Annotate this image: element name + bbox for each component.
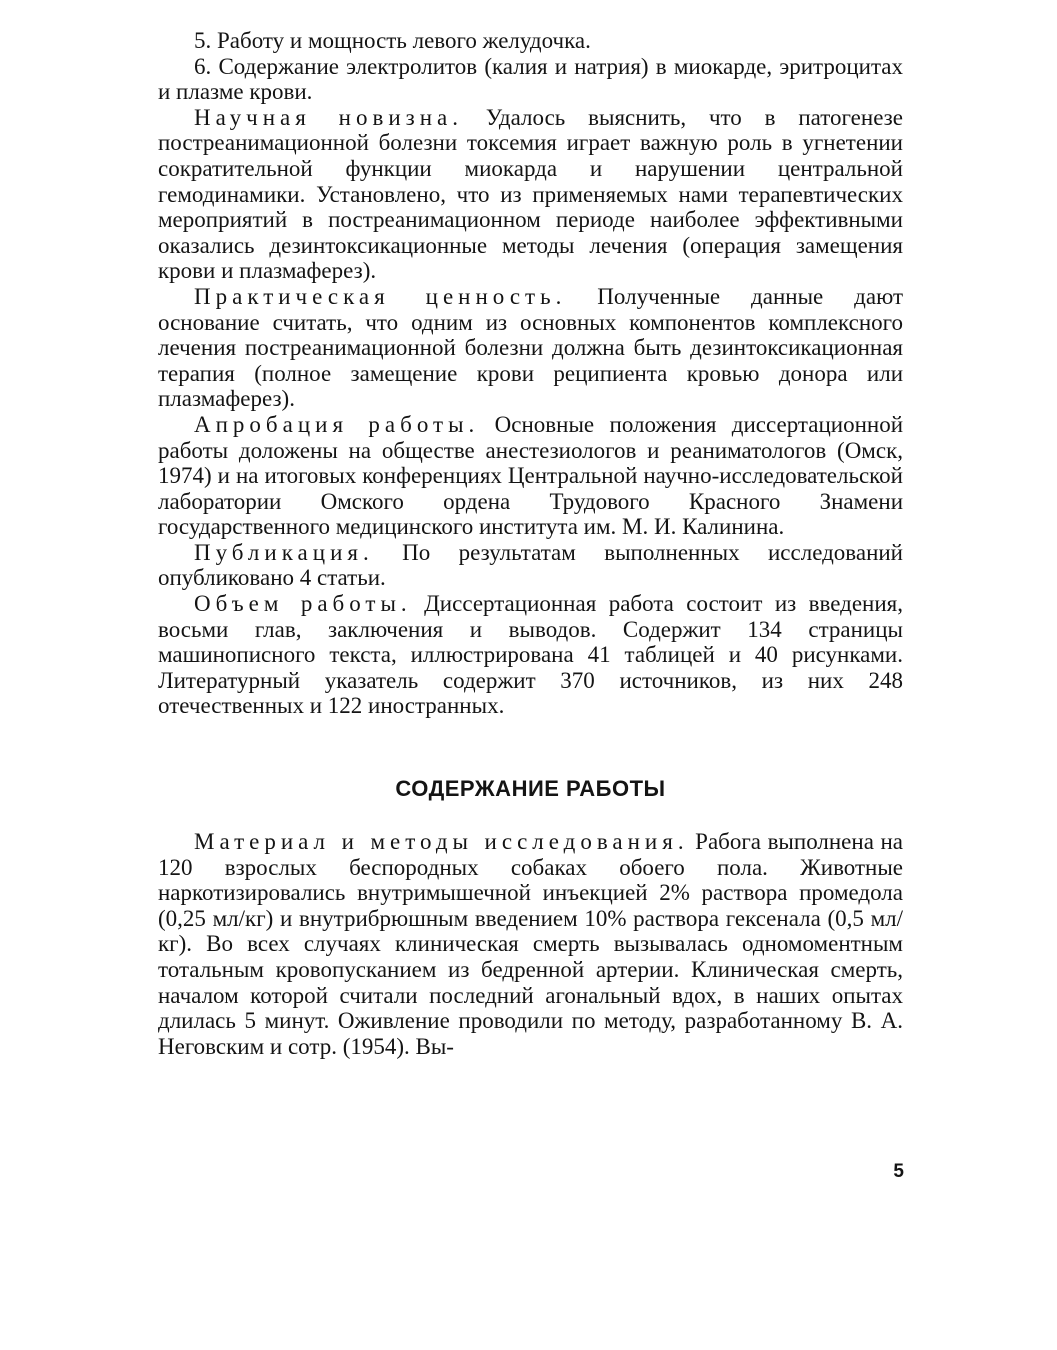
paragraph-publication: [158, 540, 903, 591]
paragraph-lead: Практическая ценность.: [194, 283, 567, 309]
paragraph-text: Основные положения диссертационной работы доложены на обществе анестезиологов и реаниматологов (Омск, 1974) и на итоговых конференциях Центральной научно-исследовательской лаборатории Омского ордена Трудового Красного Знамени государственного медицинского института им. М. И. Калинина.: [158, 411, 903, 540]
paragraph-scientific-novelty: [158, 105, 903, 284]
paragraph-text: Рабога выполнена на 120 взрослых беспородных собаках обоего пола. Животные наркотизировались внутримышечной инъекцией 2% раствора промедола (0,25 мл/кг) и внутрибрюшным введением 10% раствора гексенала (0,5 мл/кг). Во всех случаях клиническая смерть вызывалась одномоментным тотальным кровопусканием из бедренной артерии. Клиническая смерть, началом которой считали последний агональный вдох, в наших опытах длилась 5 минут. Оживление проводили по методу, разработанному В. А. Неговским и сотр. (1954). Вы-: [158, 829, 903, 1059]
paragraph-lead: Публикация.: [194, 539, 374, 565]
paragraph-lead: Материал и методы исследования.: [194, 829, 689, 855]
list-item-5: 5. Работу и мощность левого желудочка.: [194, 28, 591, 53]
paragraph-lead: Объем работы.: [194, 591, 412, 617]
paragraph-approbation: [158, 412, 903, 540]
paragraph-practical-value: [158, 284, 903, 412]
list-item-6: 6. Содержание электролитов (калия и натрия) в миокарде, эритроцитах и плазме крови.: [158, 53, 903, 105]
document-page: [158, 28, 903, 1059]
paragraph-materials-methods: [158, 829, 903, 1059]
paragraph-text: Удалось выяснить, что в патогенезе постреанимационной болезни токсемия играет важную роль в угнетении сократительной функции миокарда и нарушении центральной гемодинамики. Установлено, что из применяемых нами терапевтических мероприятий в постреанимационном периоде наиболее эффективными оказались дезинтоксикационные методы лечения (операция замещения крови и плазмаферез).: [158, 104, 903, 284]
paragraph-text: Диссертационная работа состоит из введения, восьми глав, заключения и выводов. Содержит 134 страницы машинописного текста, иллюстрирована 41 таблицей и 40 рисунками. Литературный указатель содержит 370 источников, из них 248 отечественных и 122 иностранных.: [158, 591, 903, 719]
paragraph-lead: Научная новизна.: [194, 104, 463, 130]
paragraph-text: Полученные данные дают основание считать, что одним из основных компонентов комплексного лечения постреанимационной болезни должна быть дезинтоксикационная терапия (полное замещение крови реципиента кровью донора или плазмаферез).: [158, 283, 903, 412]
paragraph-scope: [158, 591, 903, 719]
page-number: 5: [893, 1161, 904, 1182]
paragraph-text: По результатам выполненных исследований опубликовано 4 статьи.: [158, 539, 903, 591]
section-heading: СОДЕРЖАНИЕ РАБОТЫ: [395, 776, 666, 802]
paragraph-lead: Апробация работы.: [194, 411, 480, 437]
